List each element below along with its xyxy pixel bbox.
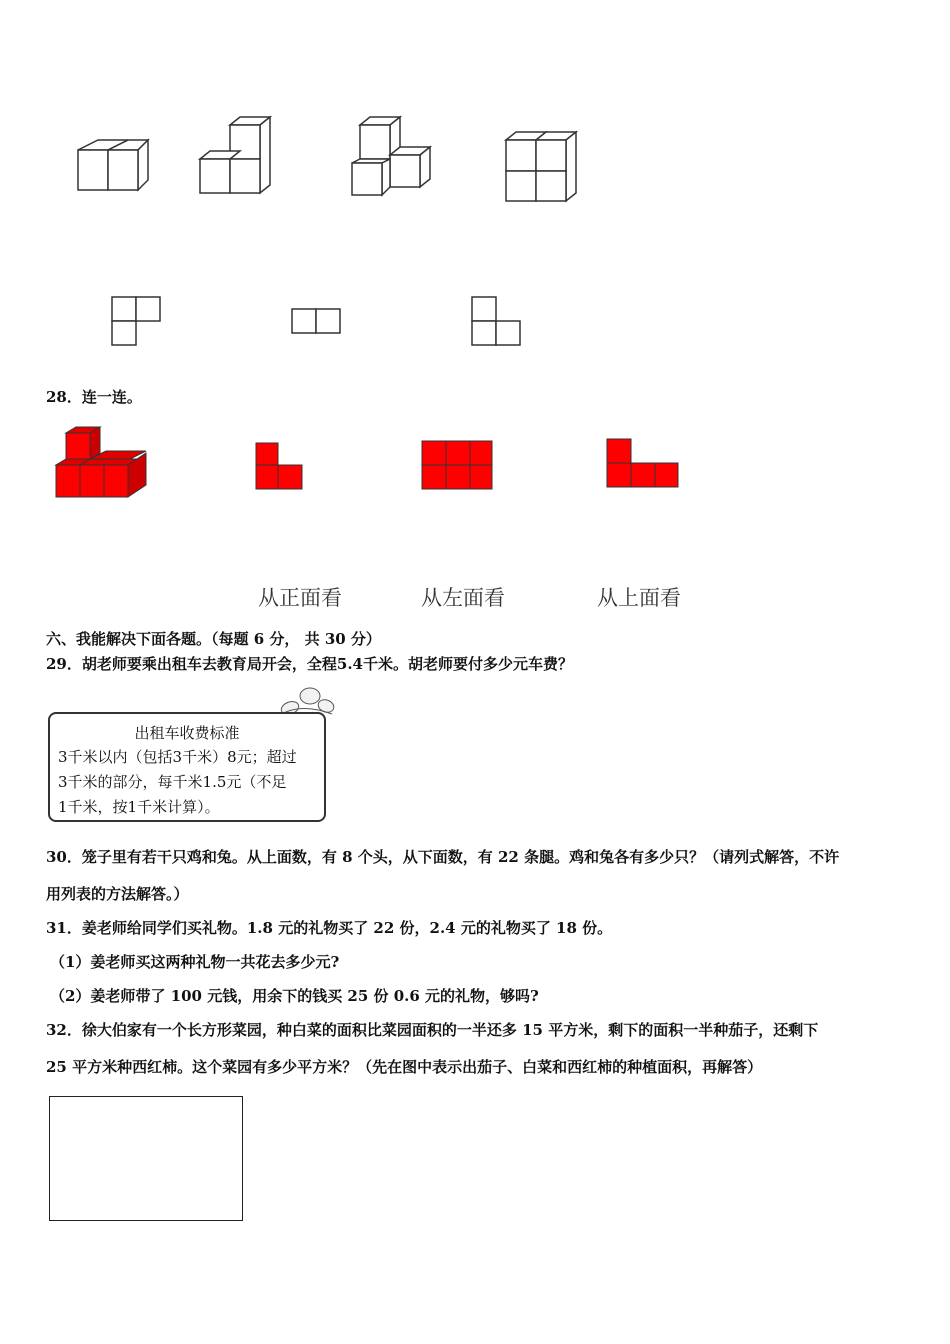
taxi-fare-line-3: 1千米，按1千米计算）。	[58, 798, 220, 816]
garden-rectangle[interactable]	[49, 1096, 243, 1221]
q32-line-2: 25 平方米种西红柿。这个菜园有多少平方米？（先在图中表示出茄子、白菜和西红柿的种植面积，再解答）	[46, 1058, 763, 1076]
cube-figures-top	[60, 105, 600, 215]
taxi-fare-line-1: 3千米以内（包括3千米）8元；超过	[58, 748, 297, 766]
taxi-fare-line-2: 3千米的部分，每千米1.5元（不足	[58, 773, 287, 791]
taxi-fare-box	[48, 712, 326, 822]
q31-text: 31．姜老师给同学们买礼物。1.8 元的礼物买了 22 份，2.4 元的礼物买了 18 份。	[46, 919, 613, 937]
q30-line-2: 用列表的方法解答。）	[46, 885, 189, 903]
q28-label: 28．连一连。	[46, 388, 142, 406]
q32-line-1: 32．徐大伯家有一个长方形菜园，种白菜的面积比菜园面积的一半还多 15 平方米，剩下的面积一半种茄子，还剩下	[46, 1021, 819, 1039]
q31-sub-2: （2）姜老师带了 100 元钱，用余下的钱买 25 份 0.6 元的礼物，够吗?	[50, 987, 539, 1005]
section6-heading: 六、我能解决下面各题。（每题 6 分， 共 30 分）	[46, 630, 381, 648]
q31-sub-1: （1）姜老师买这两种礼物一共花去多少元?	[50, 953, 340, 971]
view-label-top: 从上面看	[597, 586, 681, 610]
red-cube-figures	[50, 425, 690, 505]
view-label-left: 从左面看	[421, 586, 505, 610]
view-label-front: 从正面看	[258, 586, 342, 610]
taxi-fare-title: 出租车收费标准	[134, 724, 240, 742]
view-figures-top	[100, 290, 540, 350]
q30-line-1: 30．笼子里有若干只鸡和兔。从上面数，有 8 个头，从下面数，有 22 条腿。鸡和兔各有多少只？（请列式解答，不许	[46, 848, 840, 866]
q29-text: 29．胡老师要乘出租车去教育局开会，全程5.4千米。胡老师要付多少元车费？	[46, 655, 573, 673]
